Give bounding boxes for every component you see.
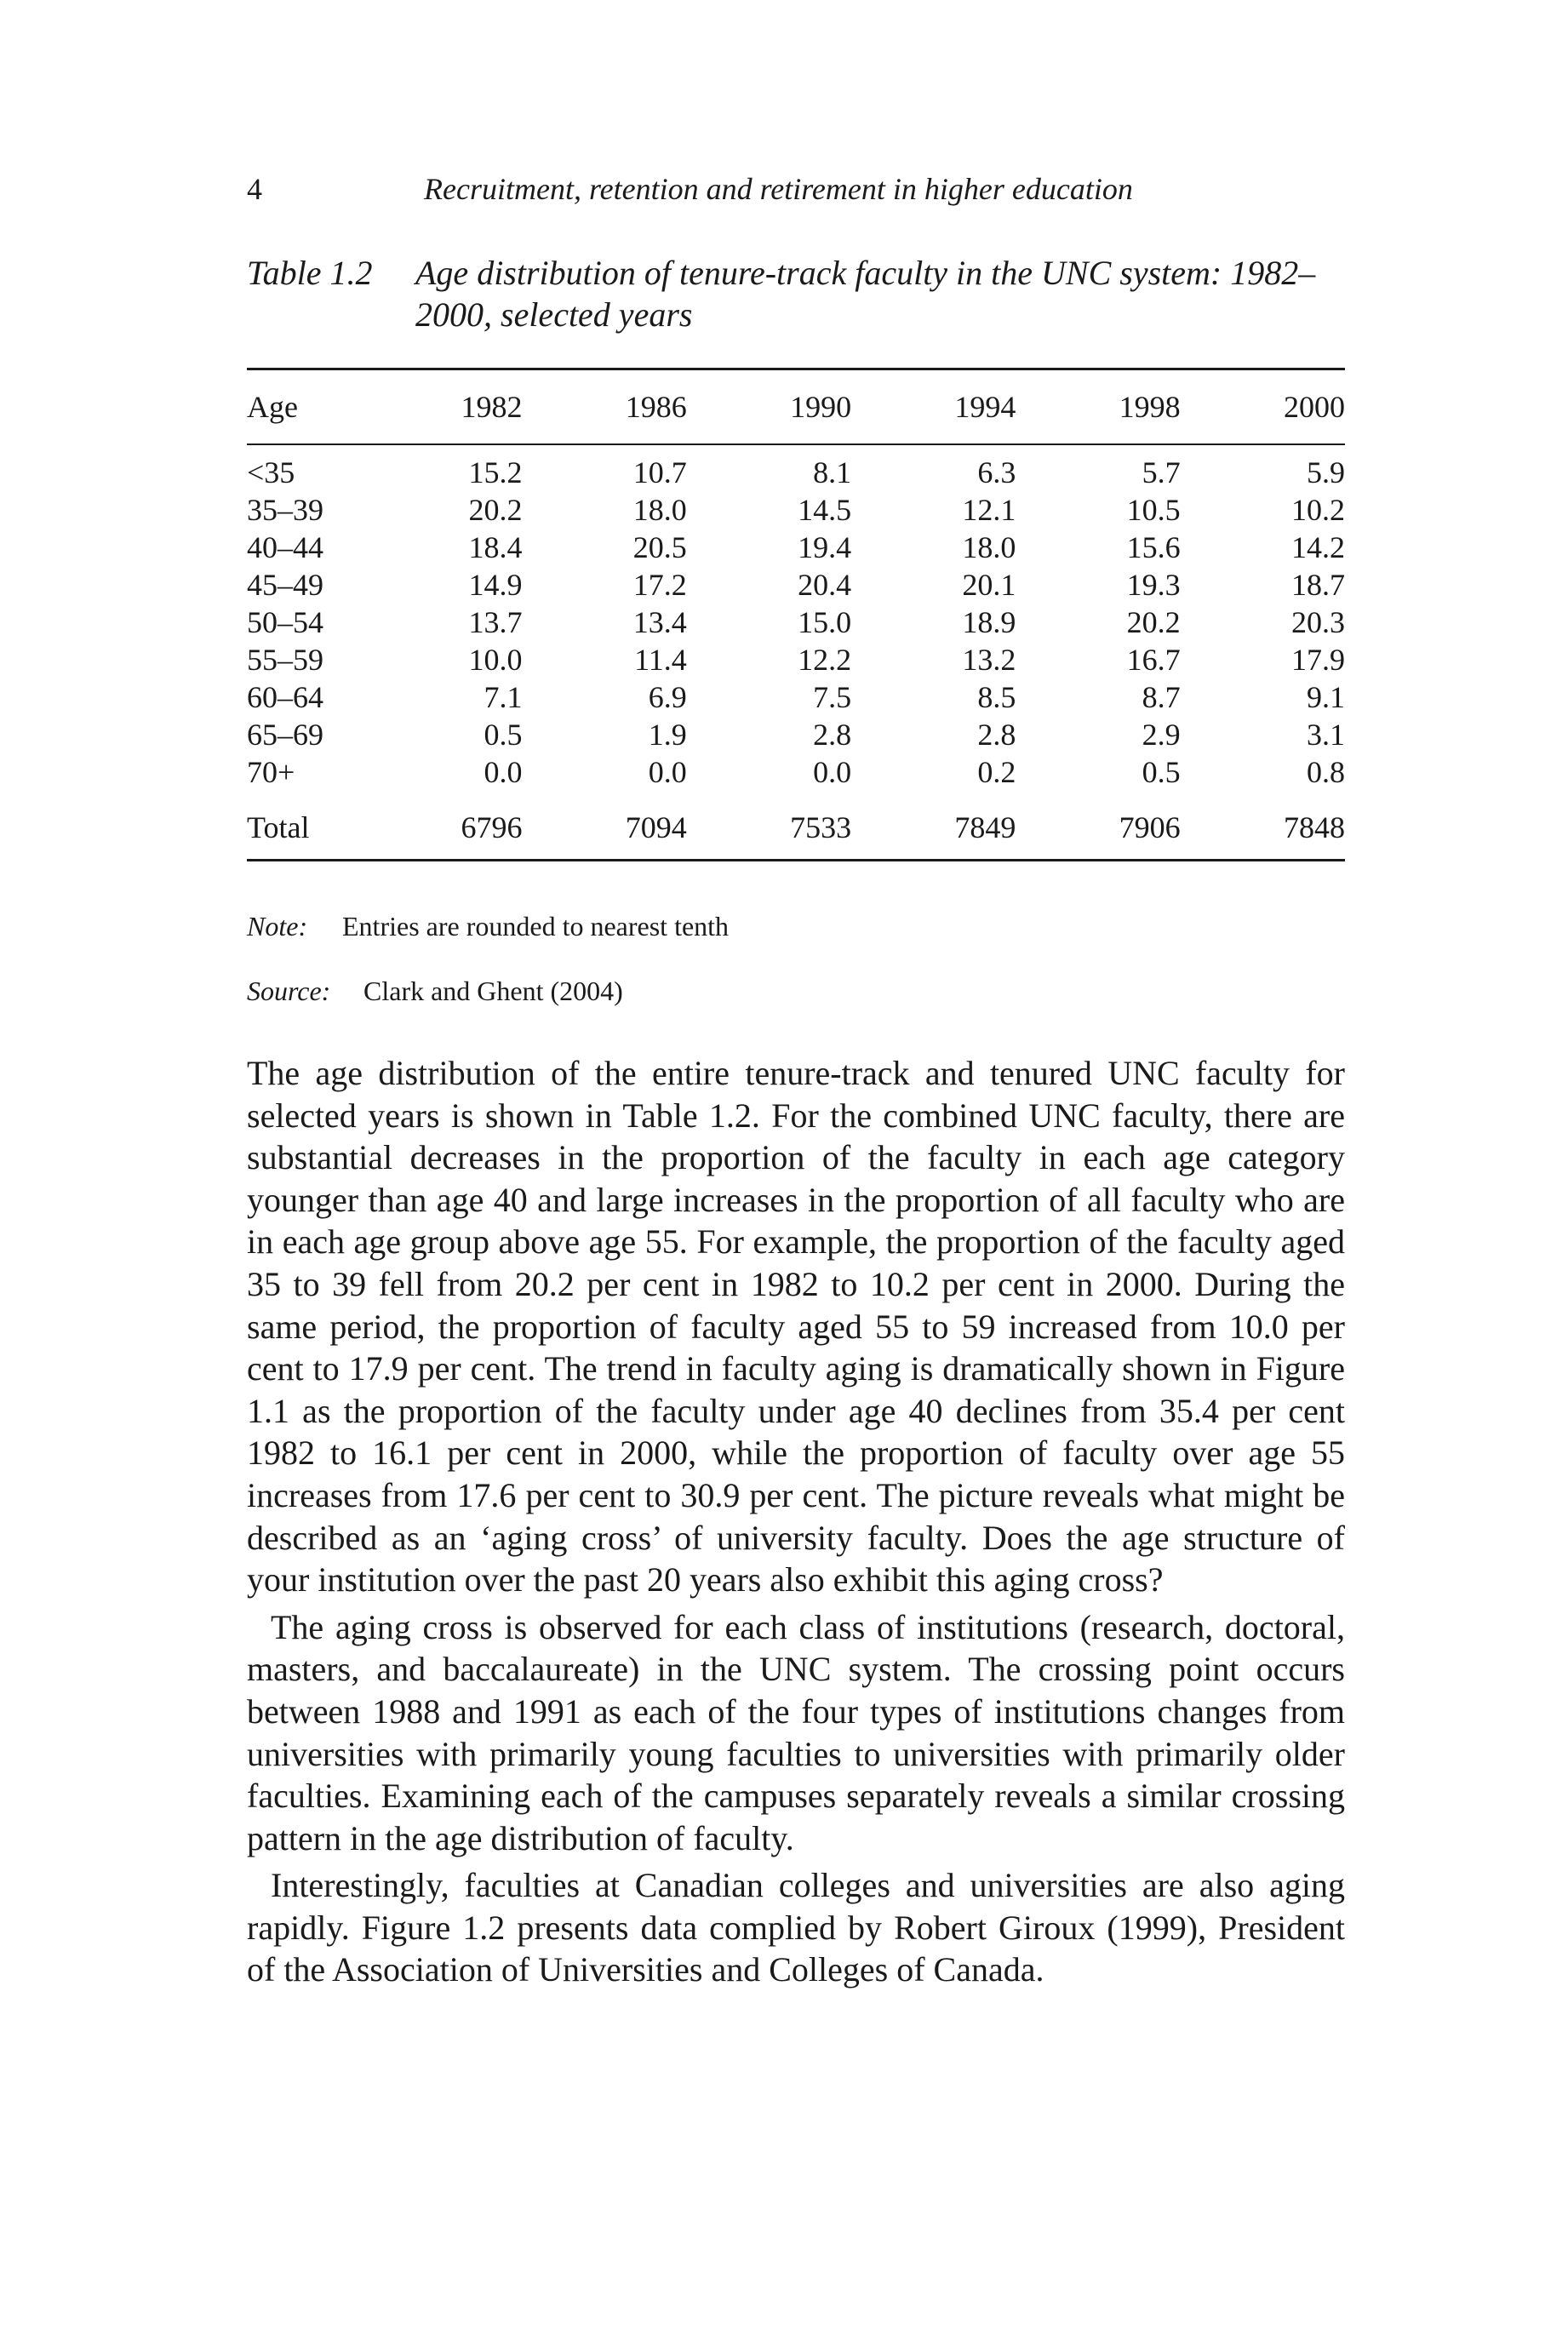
value-cell: 10.0 (468, 643, 523, 677)
age-cell: 70+ (247, 755, 295, 789)
value-cell: 18.4 (468, 530, 523, 564)
value-cell: 20.2 (1126, 605, 1181, 639)
age-cell: 45–49 (247, 568, 323, 602)
value-cell: 0.5 (1142, 755, 1181, 789)
value-cell: 0.8 (1307, 755, 1345, 789)
table-row (247, 641, 1345, 678)
table-row (247, 566, 1345, 604)
table-row (247, 678, 1345, 716)
table-row (247, 444, 1345, 491)
total-cell: 7848 (1284, 810, 1345, 844)
table-header-row (247, 369, 1345, 445)
value-cell: 5.9 (1307, 455, 1345, 489)
age-cell: 65–69 (247, 718, 323, 752)
total-cell: 7094 (625, 810, 687, 844)
table-row (247, 716, 1345, 753)
value-cell: 2.8 (813, 718, 852, 752)
value-cell: 15.0 (798, 605, 852, 639)
value-cell: 18.9 (962, 605, 1016, 639)
value-cell: 16.7 (1126, 643, 1181, 677)
value-cell: 20.4 (798, 568, 852, 602)
value-cell: 1.9 (648, 718, 687, 752)
value-cell: 2.8 (977, 718, 1016, 752)
value-cell: 0.0 (484, 755, 523, 789)
value-cell: 3.1 (1307, 718, 1345, 752)
column-header: Age (247, 369, 358, 445)
total-cell: 6796 (461, 810, 523, 844)
value-cell: 14.9 (468, 568, 523, 602)
total-cell: 7533 (790, 810, 852, 844)
value-cell: 8.5 (977, 680, 1016, 714)
total-label: Total (247, 810, 310, 844)
value-cell: 10.5 (1126, 493, 1181, 527)
age-cell: 50–54 (247, 605, 323, 639)
age-distribution-table (247, 368, 1345, 861)
value-cell: 8.1 (813, 455, 852, 489)
value-cell: 0.0 (813, 755, 852, 789)
note-text: Entries are rounded to nearest tenth (342, 911, 730, 941)
value-cell: 19.4 (798, 530, 852, 564)
value-cell: 7.5 (813, 680, 852, 714)
total-cell: 7849 (954, 810, 1016, 844)
value-cell: 0.2 (977, 755, 1016, 789)
value-cell: 10.7 (632, 455, 687, 489)
age-cell: <35 (247, 455, 295, 489)
value-cell: 13.2 (962, 643, 1016, 677)
paragraph: Interestingly, faculties at Canadian colleges and universities are also aging rapidly. Figure 1.2 presents data complied by Robert Giroux (1999), President of the Association of Universities and Colleges of Canada. (247, 1866, 1345, 1989)
value-cell: 5.7 (1142, 455, 1181, 489)
age-cell: 40–44 (247, 530, 323, 564)
table-row (247, 753, 1345, 804)
total-cell: 7906 (1119, 810, 1181, 844)
source-label: Source: (247, 976, 331, 1006)
value-cell: 20.5 (632, 530, 687, 564)
paragraph: The age distribution of the entire tenure-track and tenured UNC faculty for selected years is shown in Table 1.2. For the combined UNC faculty, there are substantial decreases in the proportion of the faculty in each age category younger than age 40 and large increases in the proportion of all faculty who are in each age group above age 55. For example, the proportion of the faculty aged 35 to 39 fell from 20.2 per cent in 1982 to 10.2 per cent in 2000. During the same period, the proportion of faculty aged 55 to 59 increased from 10.0 per cent to 17.9 per cent. The trend in faculty aging is dramatically shown in Figure 1.1 as the proportion of the faculty under age 40 declines from 35.4 per cent 1982 to 16.1 per cent in 2000, while the proportion of faculty over age 55 increases from 17.6 per cent to 30.9 per cent. The picture reveals what might be described as an ‘aging cross’ of university faculty. Does the age structure of your institution over the past 20 years also exhibit this aging cross? (247, 1054, 1345, 1599)
column-header: 1986 (522, 369, 686, 445)
value-cell: 9.1 (1307, 680, 1345, 714)
source-text: Clark and Ghent (2004) (363, 976, 623, 1006)
value-cell: 20.1 (962, 568, 1016, 602)
value-cell: 7.1 (484, 680, 523, 714)
age-cell: 60–64 (247, 680, 323, 714)
value-cell: 13.7 (468, 605, 523, 639)
table-row (247, 491, 1345, 529)
value-cell: 19.3 (1126, 568, 1181, 602)
value-cell: 20.3 (1291, 605, 1345, 639)
column-header: 1982 (358, 369, 522, 445)
value-cell: 15.6 (1126, 530, 1181, 564)
age-cell: 55–59 (247, 643, 323, 677)
value-cell: 13.4 (632, 605, 687, 639)
table-label: Table 1.2 (247, 254, 373, 292)
body-text (247, 1052, 1345, 1991)
running-title: Recruitment, retention and retirement in higher education (424, 172, 1133, 206)
value-cell: 8.7 (1142, 680, 1181, 714)
value-cell: 12.1 (962, 493, 1016, 527)
value-cell: 14.2 (1291, 530, 1345, 564)
age-cell: 35–39 (247, 493, 323, 527)
page-number: 4 (247, 172, 262, 206)
value-cell: 14.5 (798, 493, 852, 527)
column-header: 2000 (1181, 369, 1345, 445)
value-cell: 0.5 (484, 718, 523, 752)
value-cell: 6.9 (648, 680, 687, 714)
value-cell: 17.9 (1291, 643, 1345, 677)
value-cell: 18.7 (1291, 568, 1345, 602)
paragraph: The aging cross is observed for each class of institutions (research, doctoral, masters, and baccalaureate) in the UNC system. The crossing point occurs between 1988 and 1991 as each of the four types of institutions changes from universities with primarily young faculties to universities with primarily older faculties. Examining each of the campuses separately reveals a similar crossing pattern in the age distribution of faculty. (247, 1607, 1345, 1857)
value-cell: 15.2 (468, 455, 523, 489)
value-cell: 2.9 (1142, 718, 1181, 752)
column-header: 1994 (851, 369, 1016, 445)
value-cell: 18.0 (632, 493, 687, 527)
value-cell: 10.2 (1291, 493, 1345, 527)
value-cell: 11.4 (634, 643, 687, 677)
column-header: 1990 (687, 369, 851, 445)
value-cell: 20.2 (468, 493, 523, 527)
table-row (247, 529, 1345, 566)
value-cell: 12.2 (798, 643, 852, 677)
value-cell: 17.2 (632, 568, 687, 602)
table-row (247, 604, 1345, 641)
column-header: 1998 (1016, 369, 1180, 445)
table-total-row (247, 804, 1345, 861)
value-cell: 0.0 (648, 755, 687, 789)
table-title: Age distribution of tenure-track faculty in the UNC system: 1982–2000, selected years (415, 254, 1316, 334)
value-cell: 6.3 (977, 455, 1016, 489)
value-cell: 18.0 (962, 530, 1016, 564)
note-label: Note: (247, 911, 308, 941)
